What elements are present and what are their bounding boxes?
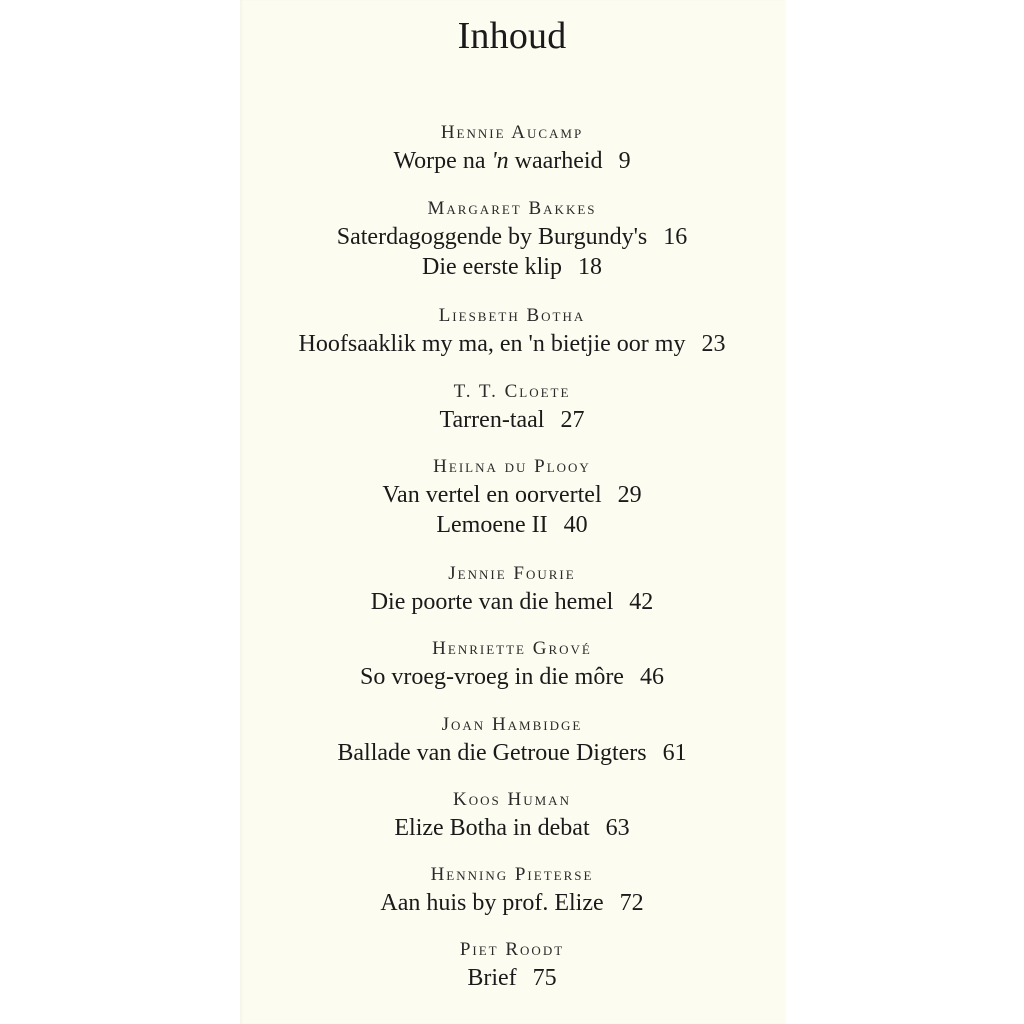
work-line [0,146,1024,176]
work-title: Lemoene II [436,512,548,538]
page-number: 46 [639,664,664,690]
work-line [0,510,1024,540]
work-title: Worpe na 'n waarheid [393,148,603,174]
work-line [0,662,1024,692]
work-line [0,963,1024,993]
page-number: 18 [577,254,602,280]
author-name: Hennie Aucamp [440,122,584,143]
author-name: Piet Roodt [459,939,565,960]
page-number: 29 [617,482,642,508]
work-line [0,329,1024,359]
toc-entry [0,561,1024,617]
toc-entry [0,636,1024,692]
toc-entry [0,120,1024,176]
page-number: 27 [560,407,585,433]
page-number: 72 [619,890,644,916]
page-number: 9 [618,148,631,174]
work-title: Brief [467,965,517,991]
author-name: Joan Hambidge [441,714,583,735]
toc-entry [0,787,1024,843]
work-title: Van vertel en oorvertel [382,482,602,508]
work-line [0,587,1024,617]
author-name: Liesbeth Botha [438,305,586,326]
work-title: Aan huis by prof. Elize [380,890,604,916]
work-title: Ballade van die Getroue Digters [337,740,647,766]
work-line [0,738,1024,768]
work-title: Die poorte van die hemel [370,589,614,615]
work-title: Hoofsaaklik my ma, en 'n bietjie oor my [298,331,686,357]
work-line [0,480,1024,510]
page-number: 61 [662,740,687,766]
work-line [0,405,1024,435]
toc-entry [0,454,1024,540]
toc-entry [0,712,1024,768]
toc-entry [0,303,1024,359]
toc-entry [0,862,1024,918]
author-name: Henning Pieterse [430,864,594,885]
work-title: Tarren-taal [439,407,545,433]
work-line [0,888,1024,918]
toc-entry [0,937,1024,993]
work-line [0,252,1024,282]
work-line [0,813,1024,843]
toc-entry [0,379,1024,435]
author-name: Heilna du Plooy [433,456,591,477]
page-title: Inhoud [457,15,567,57]
page-number: 42 [629,589,654,615]
page-number: 40 [563,512,588,538]
author-name: Margaret Bakkes [427,198,597,219]
work-title: Elize Botha in debat [394,815,590,841]
author-name: Koos Human [453,789,571,810]
page-number: 16 [663,224,688,250]
work-title: Die eerste klip [422,254,562,280]
author-name: Jennie Fourie [448,563,576,584]
toc-entry [0,196,1024,282]
work-title: Saterdagoggende by Burgundy's [336,224,648,250]
page-number: 63 [605,815,630,841]
work-line [0,222,1024,252]
work-title: So vroeg-vroeg in die môre [360,664,624,690]
page-number: 23 [701,331,726,357]
author-name: T. T. Cloete [453,381,571,402]
author-name: Henriette Grové [432,638,592,659]
page-number: 75 [532,965,557,991]
